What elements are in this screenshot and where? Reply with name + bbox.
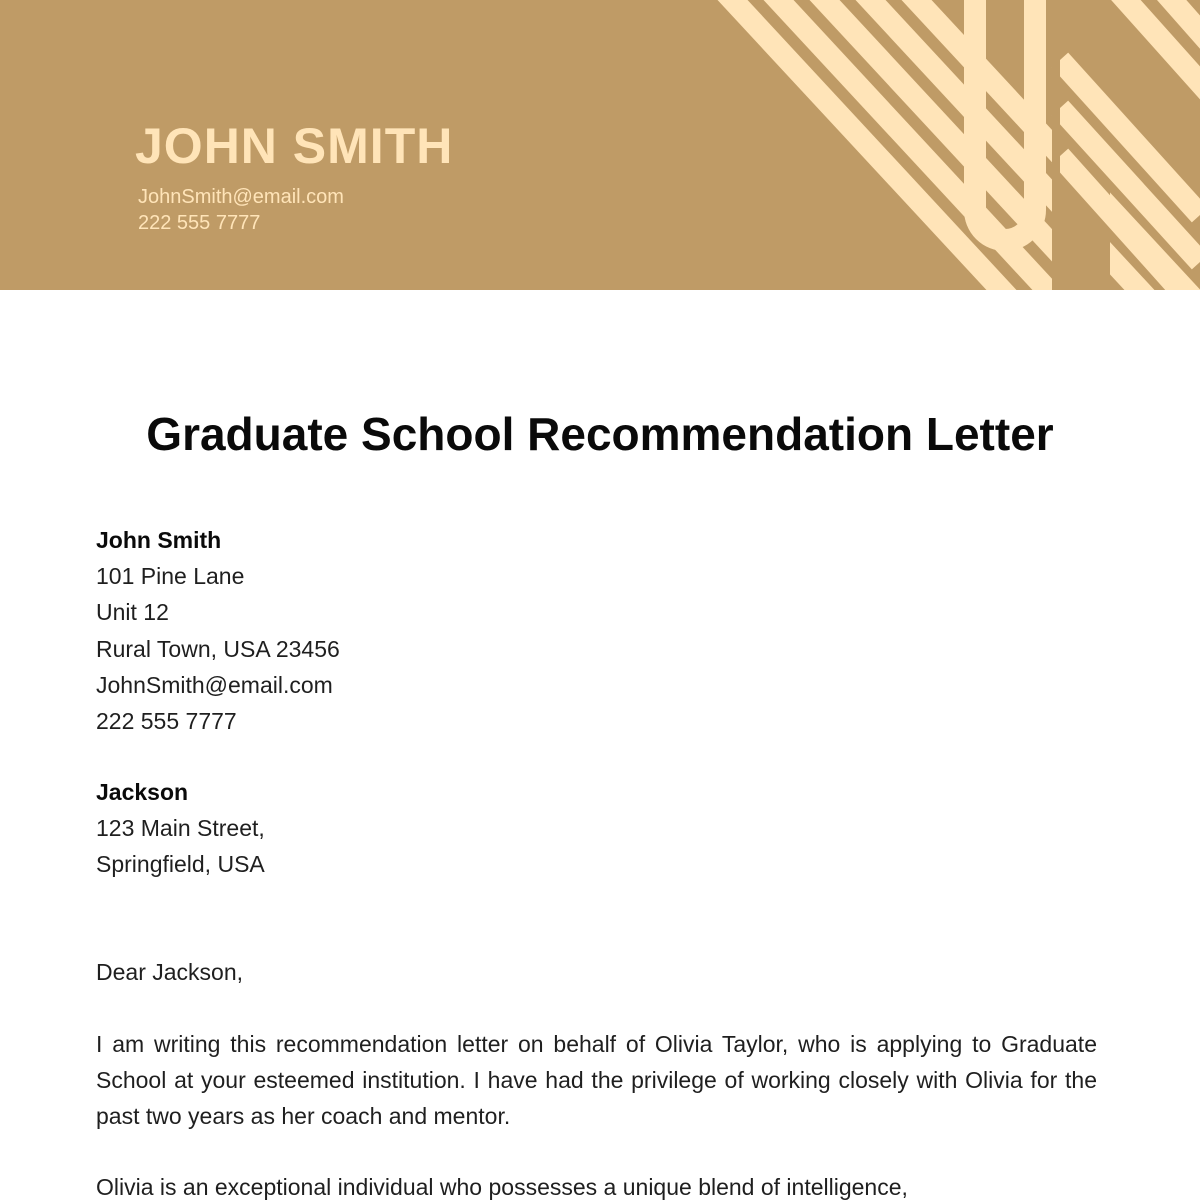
sender-name: John Smith	[96, 527, 222, 553]
sender-email: JohnSmith@email.com	[96, 671, 333, 698]
header-email: JohnSmith@email.com	[138, 186, 344, 208]
recipient-address-block	[96, 774, 265, 883]
document-title: Graduate School Recommendation Letter	[146, 408, 1054, 460]
header-phone: 222 555 7777	[138, 212, 261, 234]
recipient-name: Jackson	[96, 779, 189, 805]
recipient-address-line2: Springfield, USA	[96, 851, 265, 878]
sender-address-line1: 101 Pine Lane	[96, 563, 245, 590]
body-paragraph-1: I am writing this recommendation letter on behalf of Olivia Taylor, who is applying to Graduate School at your esteemed institution. I have had the privilege of working closely with Olivia for the past two years as her coach and mentor.	[96, 1031, 1097, 1129]
header-name: JOHN SMITH	[135, 118, 454, 174]
sender-address-line2: Unit 12	[96, 599, 169, 626]
header-contact	[138, 184, 344, 236]
salutation: Dear Jackson,	[96, 959, 244, 985]
recipient-address-line1: 123 Main Street,	[96, 815, 265, 842]
sender-phone: 222 555 7777	[96, 708, 237, 735]
sender-address-block	[96, 522, 340, 739]
body-paragraph-2: Olivia is an exceptional individual who possesses a unique blend of intelligence,	[96, 1174, 908, 1200]
sender-city-line: Rural Town, USA 23456	[96, 635, 340, 662]
letterhead-banner	[0, 0, 1200, 290]
